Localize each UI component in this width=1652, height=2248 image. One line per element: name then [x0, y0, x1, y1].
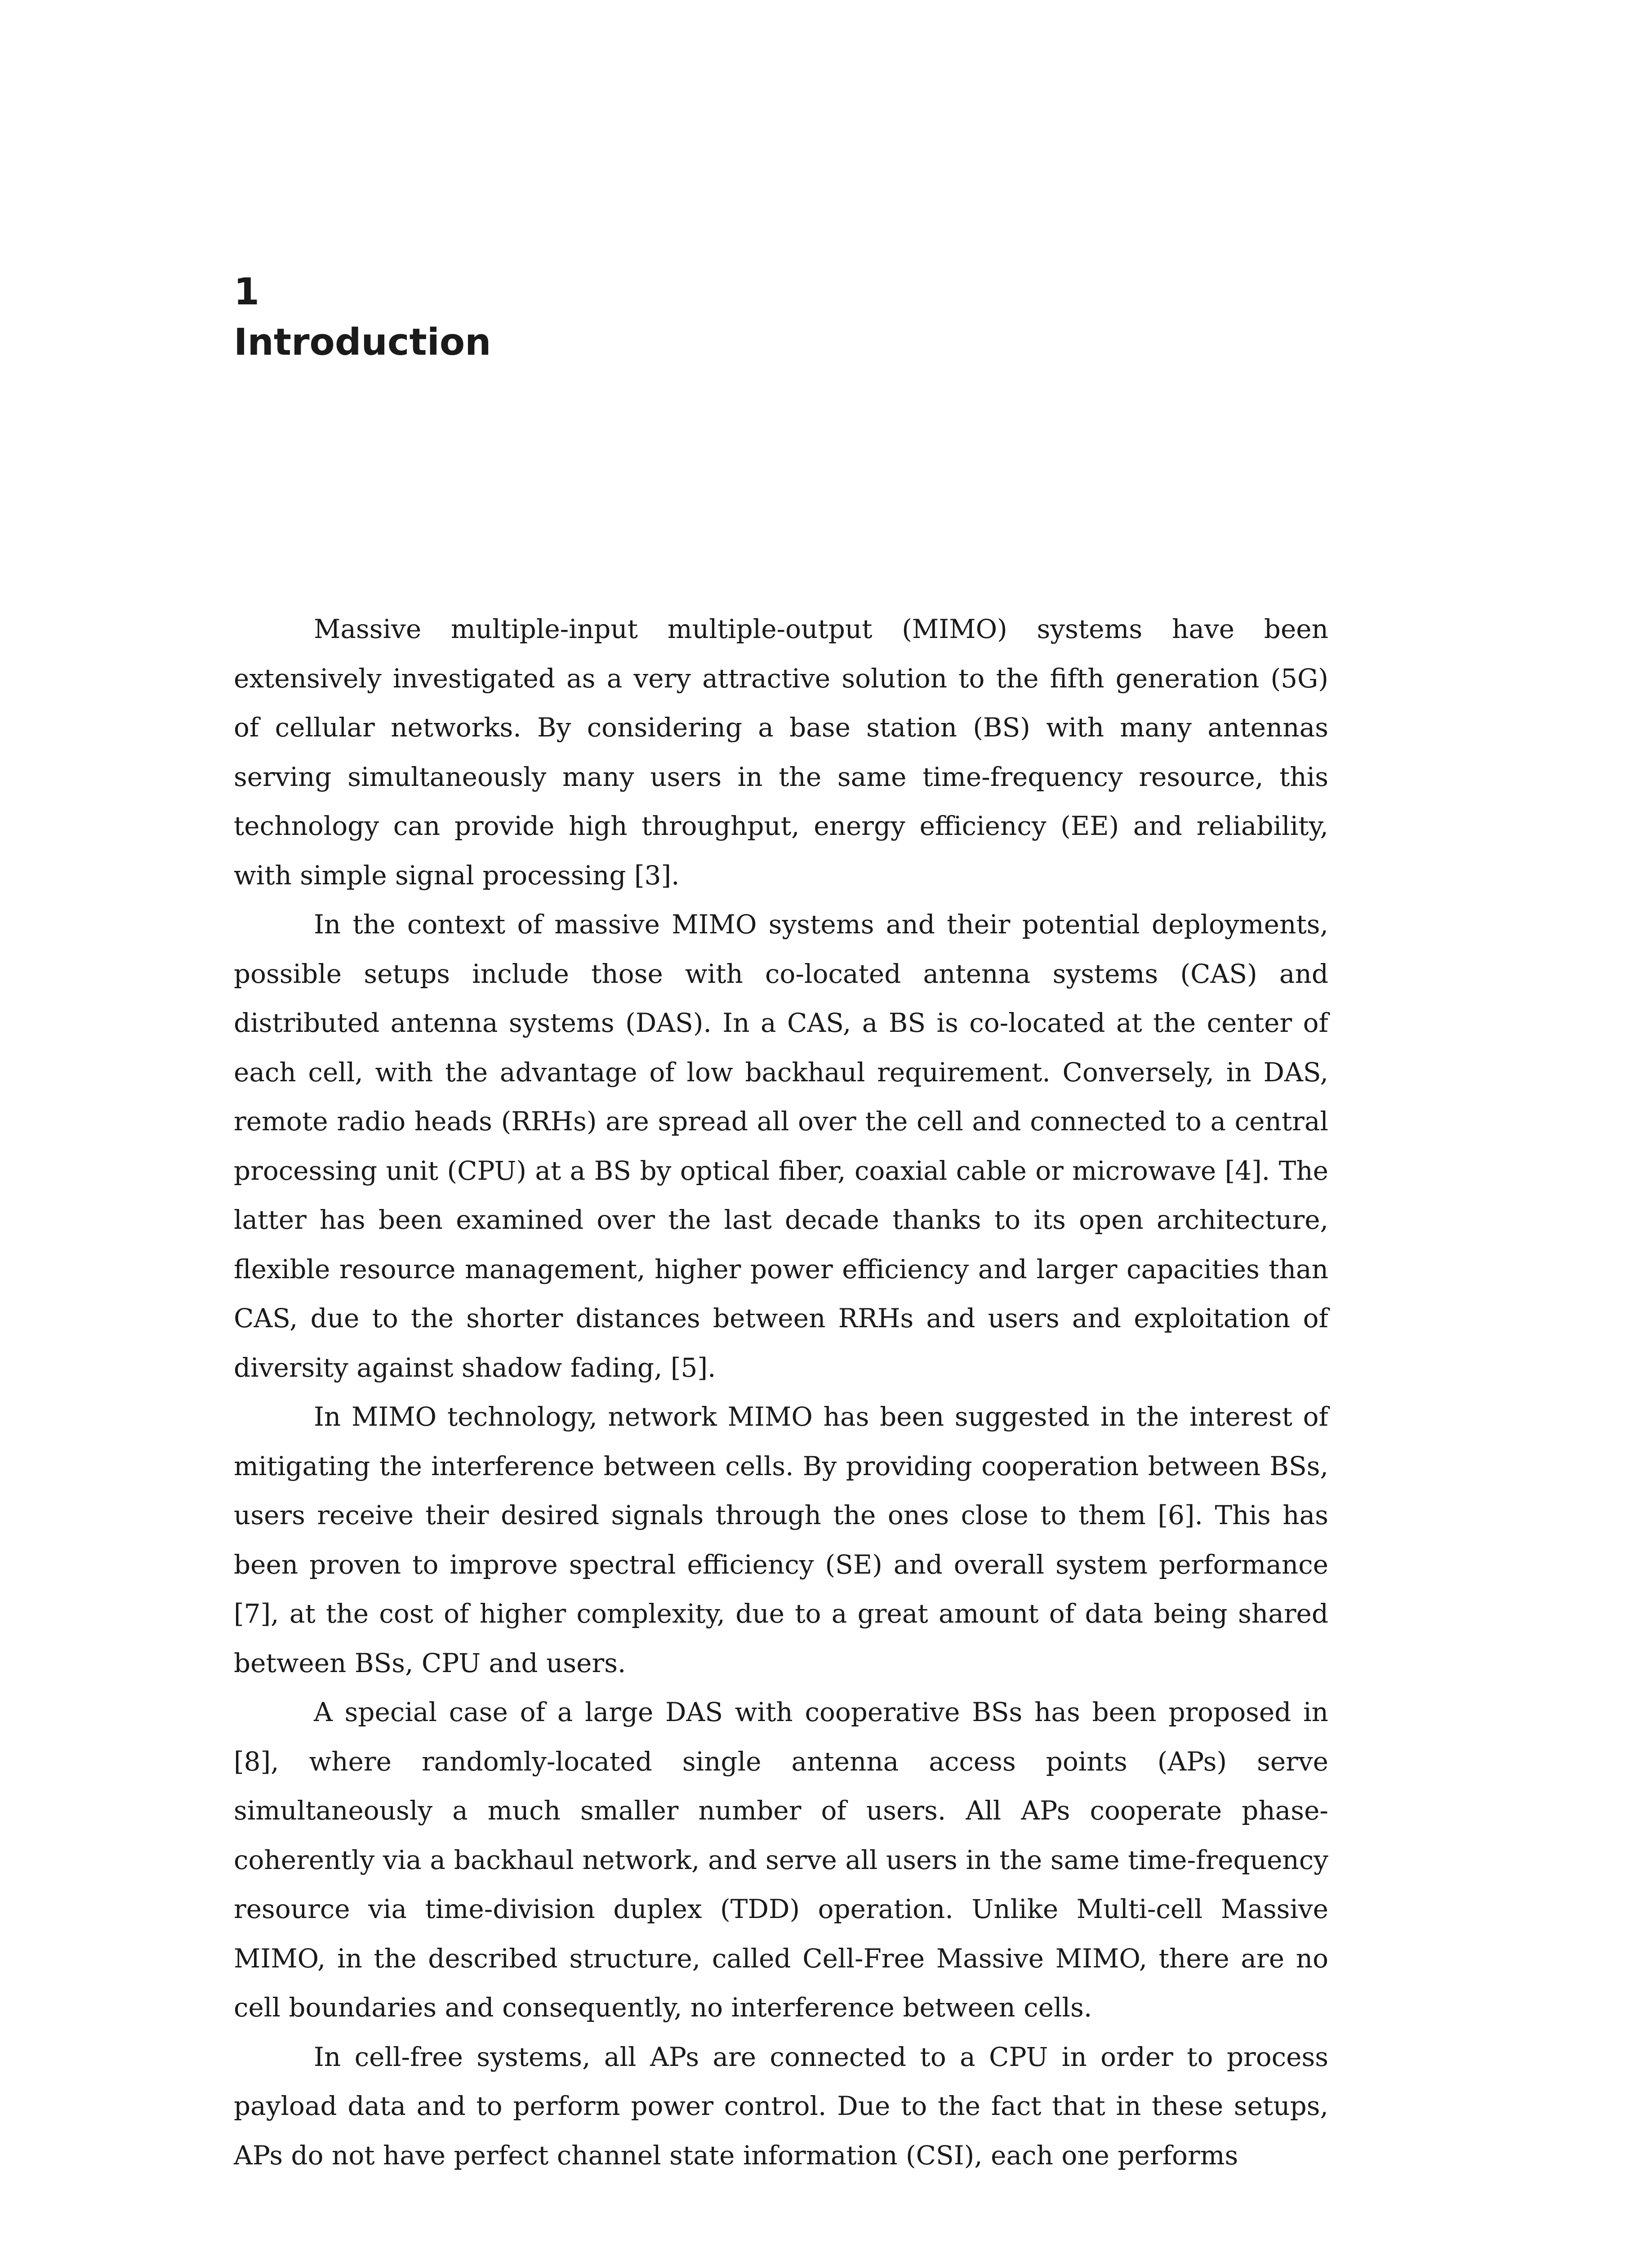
paragraph: In MIMO technology, network MIMO has been suggested in the interest of mitigating the interference between cells. By providing cooperation between BSs, users receive their desired signals through the ones close to them [6]. This has been proven to improve spectral efficiency (SE) and overall system performance [7], at the cost of higher complexity, due to a great amount of data being shared between BSs, CPU and users.: [234, 1401, 1328, 1678]
chapter-title: Introduction: [234, 321, 491, 364]
paragraph: Massive multiple-input multiple-output (MIMO) systems have been extensively investigated as a very attractive solution to the fifth generation (5G) of cellular networks. By considering a base station (BS) with many antennas serving simultaneously many users in the same time-frequency resource, this technology can provide high throughput, energy efficiency (EE) and reliability, with simple signal processing [3].: [234, 614, 1328, 891]
paragraph: In the context of massive MIMO systems and their potential deployments, possible setups include those with co-located antenna systems (CAS) and distributed antenna systems (DAS). In a CAS, a BS is co-located at the center of each cell, with the advantage of low backhaul requirement. Conversely, in DAS, remote radio heads (RRHs) are spread all over the cell and connected to a central processing unit (CPU) at a BS by optical fiber, coaxial cable or microwave [4]. The latter has been examined over the last decade thanks to its open architecture, flexible resource management, higher power efficiency and larger capacities than CAS, due to the shorter distances between RRHs and users and exploitation of diversity against shadow fading, [5].: [234, 909, 1328, 1383]
paragraph: In cell-free systems, all APs are connected to a CPU in order to process payload data and to perform power control. Due to the fact that in these setups, APs do not have perfect channel state information (CSI), each one performs: [234, 2041, 1328, 2171]
chapter-number: 1: [234, 271, 260, 313]
paragraph: A special case of a large DAS with cooperative BSs has been proposed in [8], where randomly-located single antenna access points (APs) serve simultaneously a much smaller number of users. All APs cooperate phase-coherently via a backhaul network, and serve all users in the same time-frequency resource via time-division duplex (TDD) operation. Unlike Multi-cell Massive MIMO, in the described structure, called Cell-Free Massive MIMO, there are no cell boundaries and consequently, no interference between cells.: [234, 1697, 1328, 2023]
body-text: [234, 605, 1328, 2180]
